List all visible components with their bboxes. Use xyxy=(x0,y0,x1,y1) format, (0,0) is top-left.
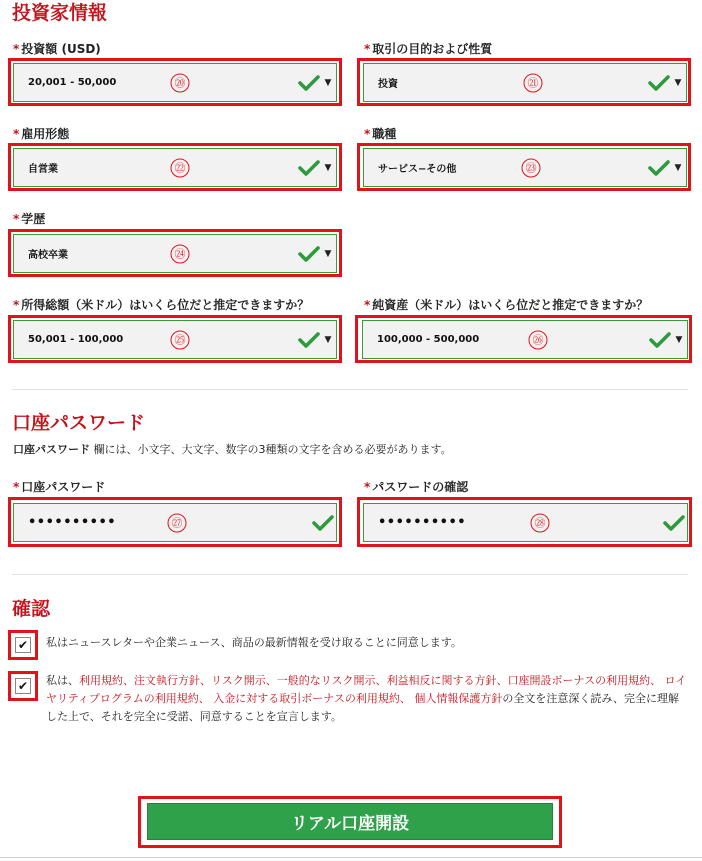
conflict-of-interest-policy-link[interactable]: 利益相反に関する方針 xyxy=(386,674,497,687)
terms-checkbox[interactable] xyxy=(15,678,31,694)
occupation-label: * 職種 xyxy=(364,127,397,141)
check-icon xyxy=(663,515,685,531)
select-value: 投資 xyxy=(378,79,398,90)
order-execution-policy-link[interactable]: 注文執行方針 xyxy=(134,674,200,687)
annotation-number: ㉒ xyxy=(171,158,190,177)
password-value: •••••••••• xyxy=(28,515,117,530)
caret-down-icon: ▼ xyxy=(324,248,332,259)
select-value: 100,000 - 500,000 xyxy=(377,334,480,345)
annotation-number: ㉗ xyxy=(168,513,187,532)
password-requirement-text: 口座パスワード 欄には、小文字、大文字、数字の3種類の文字を含める必要があります。 xyxy=(13,443,452,456)
check-icon xyxy=(649,332,671,348)
select-value: 自営業 xyxy=(28,164,58,175)
employment-type-label: * 雇用形態 xyxy=(13,127,70,141)
caret-down-icon: ▼ xyxy=(674,77,682,88)
occupation-select[interactable] xyxy=(363,148,687,187)
select-value: 50,001 - 100,000 xyxy=(28,334,124,345)
net-worth-label: * 純資産（米ドル）はいくら位だと推定できますか？ xyxy=(364,298,649,312)
check-icon xyxy=(648,160,670,176)
annotation-number: ㉘ xyxy=(531,513,550,532)
section-divider xyxy=(12,389,688,390)
section-divider xyxy=(12,574,688,575)
loyalty-program-terms-link[interactable]: ロイヤリティプログラムの利用規約 xyxy=(46,674,687,705)
check-icon xyxy=(298,246,320,262)
caret-down-icon: ▼ xyxy=(675,334,683,345)
check-icon xyxy=(298,332,320,348)
education-label: * 学歴 xyxy=(13,212,46,226)
check-icon xyxy=(298,160,320,176)
check-icon xyxy=(298,75,320,91)
annotation-number: ㉖ xyxy=(529,330,548,349)
privacy-policy-link[interactable]: 個人情報保護方針 xyxy=(414,692,503,705)
account-bonus-terms-link[interactable]: 口座開設ボーナスの利用規約 xyxy=(507,674,651,687)
checkmark-icon: ✔ xyxy=(17,679,29,693)
net-worth-select[interactable] xyxy=(362,320,688,359)
annotation-number: ⑳ xyxy=(171,73,190,92)
select-value: 20,001 - 50,000 xyxy=(28,77,117,88)
risk-disclosure-link[interactable]: リスク開示 xyxy=(211,674,266,687)
check-icon xyxy=(648,75,670,91)
open-real-account-button[interactable]: リアル口座開設 xyxy=(147,803,553,840)
check-icon xyxy=(312,515,334,531)
caret-down-icon: ▼ xyxy=(674,162,682,173)
annual-income-label: * 所得総額（米ドル）はいくら位だと推定できますか？ xyxy=(13,298,310,312)
newsletter-consent-text: 私はニュースレターや企業ニュース、商品の最新情報を受け取ることに同意します。 xyxy=(46,636,462,649)
deposit-bonus-terms-link[interactable]: 入金に対する取引ボーナスの利用規約 xyxy=(213,692,400,705)
password-value: •••••••••• xyxy=(378,515,467,530)
trading-purpose-select[interactable] xyxy=(363,63,687,102)
select-value: 高校卒業 xyxy=(28,250,68,261)
password-section-title: 口座パスワード xyxy=(12,412,146,434)
annotation-number: ㉔ xyxy=(171,244,190,263)
newsletter-checkbox[interactable] xyxy=(15,637,31,653)
checkmark-icon: ✔ xyxy=(17,638,29,652)
investor-section-title: 投資家情報 xyxy=(12,2,108,24)
select-value: サービス−その他 xyxy=(378,164,457,175)
employment-type-select[interactable] xyxy=(13,148,337,187)
confirm-password-input[interactable] xyxy=(363,503,688,542)
education-select[interactable] xyxy=(13,234,337,273)
terms-link[interactable]: 利用規約 xyxy=(79,674,123,687)
investment-amount-select[interactable] xyxy=(13,63,337,102)
caret-down-icon: ▼ xyxy=(324,334,332,345)
caret-down-icon: ▼ xyxy=(324,77,332,88)
page-bottom-divider xyxy=(0,857,702,858)
terms-consent-text: 私は、利用規約、注文執行方針、リスク開示、一般的なリスク開示、利益相反に関する方針、口座開設ボーナスの利用規約、 ロイヤリティプログラムの利用規約、 入金に対する取引ボーナスの利用規約、 個人情報保護方針の全文を注意深く読み、完全に理解した上で、それを完全に受諾、同意することを宣言します。 xyxy=(46,674,687,723)
annotation-number: ㉓ xyxy=(522,158,541,177)
confirm-password-label: * パスワードの確認 xyxy=(364,480,469,494)
annotation-number: ㉕ xyxy=(171,330,190,349)
annual-income-select[interactable] xyxy=(13,320,337,359)
account-password-input[interactable] xyxy=(13,503,337,542)
annotation-number: ㉑ xyxy=(524,73,543,92)
general-risk-disclosure-link[interactable]: 一般的なリスク開示 xyxy=(276,674,376,687)
investment-amount-label: * 投資額 (USD) xyxy=(13,42,101,56)
confirmation-section-title: 確認 xyxy=(12,598,51,620)
account-password-label: * 口座パスワード xyxy=(13,480,106,494)
caret-down-icon: ▼ xyxy=(324,162,332,173)
trading-purpose-label: * 取引の目的および性質 xyxy=(364,42,493,56)
